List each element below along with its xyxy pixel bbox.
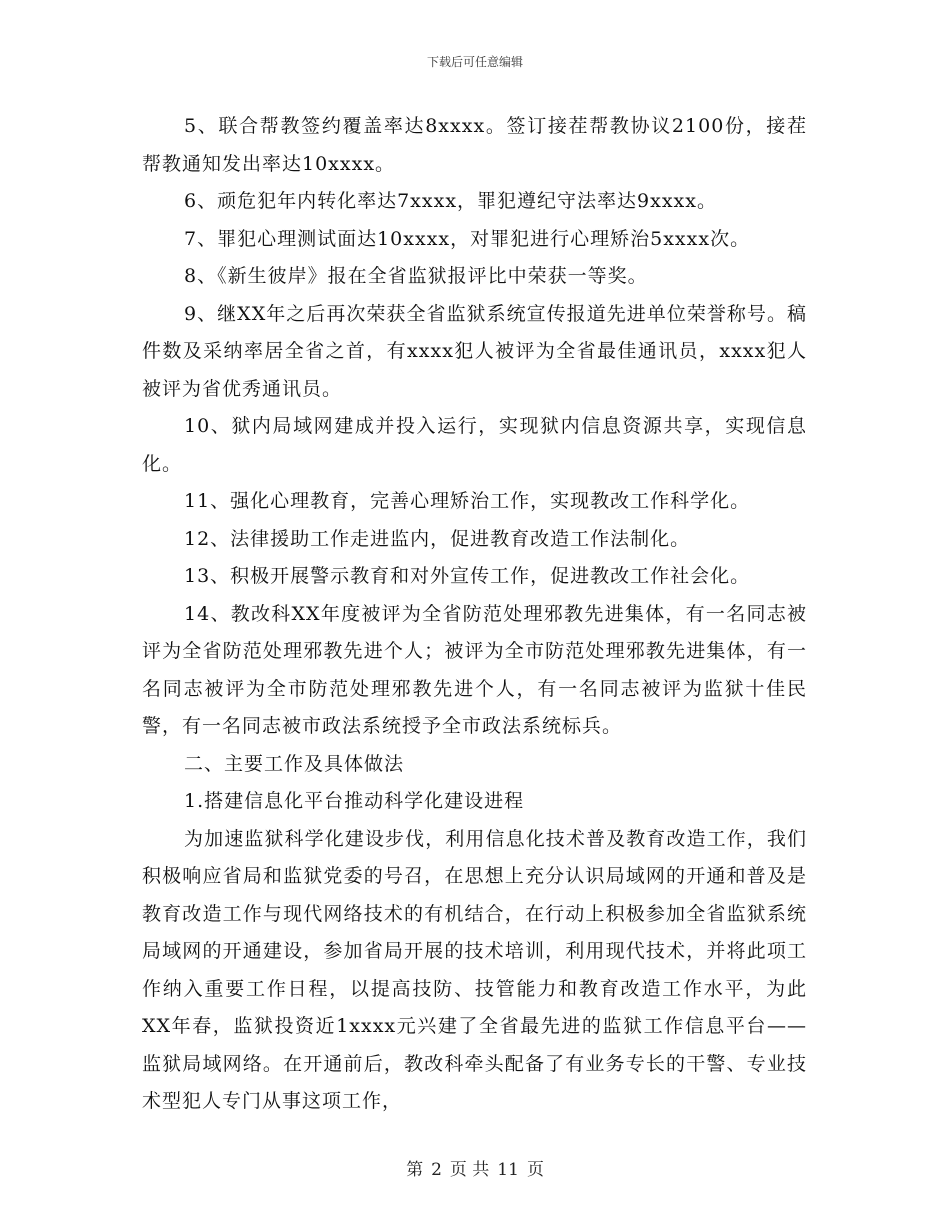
page-header: 下载后可任意编辑 bbox=[426, 55, 523, 69]
paragraph-item-10: 10、狱内局域网建成并投入运行，实现狱内信息资源共享，实现信息化。 bbox=[142, 415, 807, 475]
paragraph-item-7: 7、罪犯心理测试面达10xxxx，对罪犯进行心理矫治5xxxx次。 bbox=[184, 227, 751, 250]
paragraph-item-14: 14、教改科XX年度被评为全省防范处理邪教先进集体，有一名同志被评为全省防范处理邪教先进个人；被评为全市防范处理邪教先进集体，有一名同志被评为全市防范处理邪教先进个人，有一名同志被评为监狱十佳民警，有一名同志被市政法系统授予全市政法系统标兵。 bbox=[142, 602, 807, 737]
footer-page-number: 2 bbox=[431, 1160, 442, 1180]
paragraph-item-12: 12、法律援助工作走进监内，促进教育改造工作法制化。 bbox=[184, 527, 691, 550]
paragraph-item-11: 11、强化心理教育，完善心理矫治工作，实现教改工作科学化。 bbox=[184, 490, 751, 512]
paragraph-item-8: 8、《新生彼岸》报在全省监狱报评比中荣获一等奖。 bbox=[184, 265, 648, 287]
paragraph-item-6: 6、顽危犯年内转化率达7xxxx，罪犯遵纪守法率达9xxxx。 bbox=[184, 190, 717, 212]
footer-total-pages: 11 bbox=[497, 1160, 519, 1180]
footer-suffix: 页 bbox=[526, 1160, 544, 1180]
subsection-heading: 1.搭建信息化平台推动科学化建设进程 bbox=[184, 790, 525, 812]
paragraph-item-5: 5、联合帮教签约覆盖率达8xxxx。签订接茬帮教协议2100份，接茬帮教通知发出率达10xxxx。 bbox=[142, 115, 807, 175]
footer-mid: 页 共 bbox=[449, 1160, 490, 1180]
paragraph-item-9: 9、继XX年之后再次荣获全省监狱系统宣传报道先进单位荣誉称号。稿件数及采纳率居全省之首，有xxxx犯人被评为全省最佳通讯员，xxxx犯人被评为省优秀通讯员。 bbox=[142, 302, 807, 400]
paragraph-item-13: 13、积极开展警示教育和对外宣传工作，促进教改工作社会化。 bbox=[184, 565, 751, 587]
footer-prefix: 第 bbox=[406, 1160, 424, 1180]
document-body bbox=[142, 108, 807, 1121]
section-heading: 二、主要工作及具体做法 bbox=[184, 752, 405, 775]
page-footer bbox=[0, 1155, 950, 1180]
body-paragraph: 为加速监狱科学化建设步伐，利用信息化技术普及教育改造工作，我们积极响应省局和监狱党委的号召，在思想上充分认识局域网的开通和普及是教育改造工作与现代网络技术的有机结合，在行动上积极参加全省监狱系统局域网的开通建设，参加省局开展的技术培训，利用现代技术，并将此项工作纳入重要工作日程，以提高技防、技管能力和教育改造工作水平，为此XX年春，监狱投资近1xxxx元兴建了全省最先进的监狱工作信息平台——监狱局域网络。在开通前后，教改科牵头配备了有业务专长的干警、专业技术型犯人专门从事这项工作， bbox=[142, 827, 807, 1112]
